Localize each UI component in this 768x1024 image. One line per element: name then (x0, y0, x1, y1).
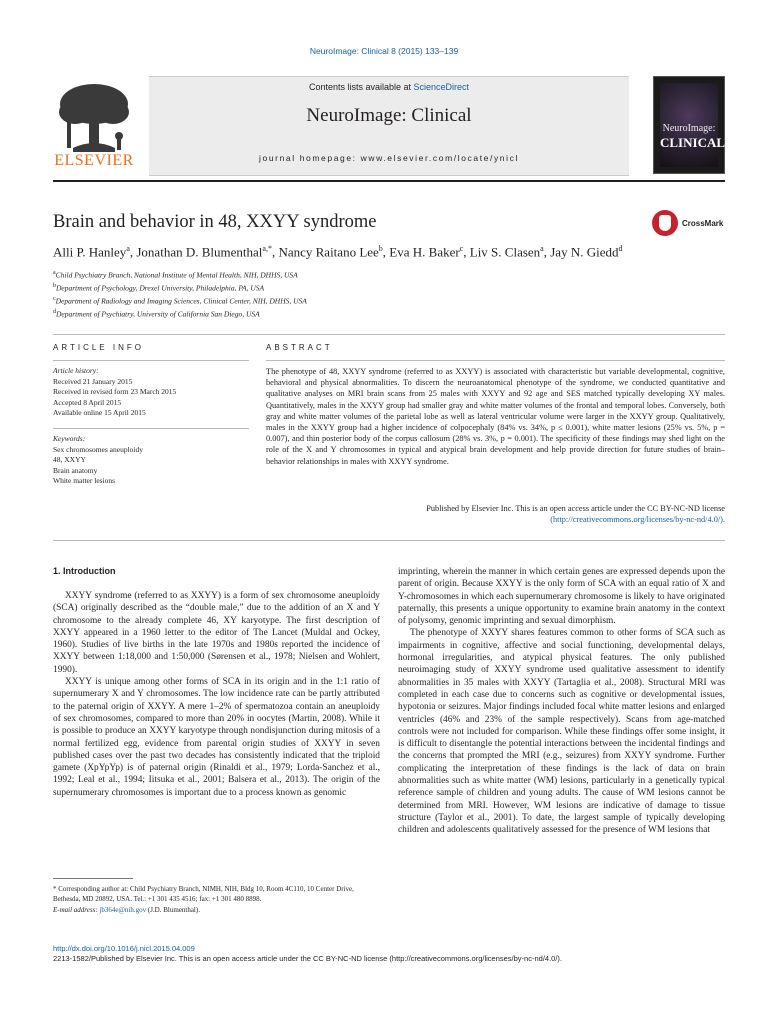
author-name[interactable]: Jonathan D. Blumenthal (136, 244, 263, 260)
author-name[interactable]: Jay N. Giedd (550, 244, 619, 260)
journal-reference-link[interactable]: NeuroImage: Clinical 8 (2015) 133–139 (309, 46, 459, 56)
author-separator: , (382, 244, 390, 260)
paragraph: imprinting, wherein the manner in which certain genes are expressed depends upon the parent of origin. Because XXYY is the only form of SCA with an equal ratio of X and Y-chromosomes in which each supernumerary chromosome is likely to have originated paternally, this presents a unique opportunity to examine brain anatomy in the context of polysomy, genomic imprinting and sexual dimorphism. (398, 567, 725, 627)
article-title: Brain and behavior in 48, XXYY syndrome (53, 212, 377, 232)
affiliation-text: Child Psychiatry Branch, National Institute of Mental Health, NIH, DHHS, USA (55, 270, 298, 280)
corresponding-author-footnote (53, 884, 380, 915)
cover-title-line2: CLINICAL (660, 135, 726, 150)
license-note-line1: Published by Elsevier Inc. This is an open access article under the CC BY-NC-ND license (426, 504, 725, 513)
journal-header (53, 76, 725, 174)
affiliation-item (53, 307, 307, 320)
email-label: E-mail address: (53, 905, 100, 914)
affiliation-marker: a (53, 270, 56, 276)
doi-link[interactable]: http://dx.doi.org/10.1016/j.nicl.2015.04.009 (53, 944, 195, 953)
author-separator: , (543, 244, 551, 260)
author-affiliation-marker[interactable]: c (459, 244, 464, 253)
author-name[interactable]: Liv S. Clasen (469, 244, 541, 260)
crossmark-badge[interactable] (652, 210, 732, 240)
journal-name: NeuroImage: Clinical (306, 105, 472, 126)
affiliation-item (53, 281, 307, 294)
affiliation-marker: b (53, 283, 56, 289)
author-separator: , (271, 244, 279, 260)
author-affiliation-marker[interactable]: a (126, 244, 130, 253)
contents-available-line (149, 82, 629, 92)
body-column-right (398, 566, 725, 837)
affiliation-text: Department of Psychology, Drexel University, Philadelphia, PA, USA (56, 283, 265, 293)
article-info-divider (53, 360, 249, 361)
abstract-divider (266, 360, 725, 361)
author-affiliation-marker[interactable]: a (540, 244, 544, 253)
email-link[interactable]: jb364e@nih.gov (99, 905, 147, 914)
keyword-item: 48, XXYY (53, 455, 86, 464)
paragraph: The phenotype of XXYY shares features common to other forms of SCA such as impairments in cognitive, affective and social functioning, developmental delays, hormonal irregularities, and atypical physical features. The only published neuroimaging study of XXYY syndrome used qualitative assessment to identify abnormalities in 35 males with XXYY (Tartaglia et al., 2008). Structural MRI was completed in each case due to concerns such as cognitive or developmental issues, hypotonia or seizures. Major findings included focal white matter lesions and enlarged ventricles (46% and 23% of the sample respectively). Scans from age-matched controls were not included for comparison. While these findings offer some insight, it is difficult to disentangle the potential interactions between the incidental findings and the concerns that prompted the MRI (e.g., seizures) from XXYY syndrome. Further complicating the interpretation of these findings is the lack of data on brain abnormalities such as white matter (WM) lesions, particularly in a genetically typical reference sample of children and young adults. The cause of WM lesions cannot be determined from MRI. However, WM lesions are indicative of damage to tissue structure (Taylor et al., 2001). To date, the largest sample of typically developing children and adolescents qualitatively assessed for the presence of WM lesions that (398, 628, 725, 836)
author-name[interactable]: Alli P. Hanley (53, 244, 127, 260)
affiliation-text: Department of Psychiatry, University of California San Diego, USA (56, 309, 260, 319)
keyword-item: Sex chromosomes aneuploidy (53, 444, 143, 454)
author-name[interactable]: Eva H. Baker (389, 244, 460, 260)
keyword-item: Brain anatomy (53, 465, 98, 475)
keywords-divider (53, 428, 249, 429)
introduction-heading: 1. Introduction (53, 566, 116, 576)
affiliation-marker: d (53, 309, 56, 315)
abstract-heading: ABSTRACT (266, 343, 333, 352)
body-divider (53, 540, 725, 541)
author-name[interactable]: Nancy Raitano Lee (278, 244, 379, 260)
header-divider (53, 180, 725, 182)
elsevier-wordmark: ELSEVIER (54, 152, 134, 169)
history-item: Available online 15 April 2015 (53, 408, 146, 417)
cover-title-line1: NeuroImage: (662, 123, 716, 134)
journal-cover-image (653, 76, 725, 174)
footnote-text: * Corresponding author at: Child Psychiatry Branch, NIMH, NIH, Bldg 10, Room 4C110, 10 Center Drive, Bethesda, MD 20892, USA. Tel.: +1 301 435 4516; fax: +1 301 480 8898. (53, 885, 354, 904)
author-affiliation-marker[interactable]: b (378, 244, 383, 253)
affiliation-list (53, 268, 307, 320)
email-suffix: (J.D. Blumenthal). (146, 905, 200, 914)
footnote-email-line (53, 905, 380, 915)
paragraph: XXYY is unique among other forms of SCA in its origin and in the 1:1 ratio of supernumerary X and Y chromosomes. The low incidence rate can be partly attributed to the paternal origin of XXYY. A mere 1–2% of spermatozoa contain an aneuploidy of sex chromosomes, compared to more than 20% in oocytes (Martin, 2008). While it is possible to produce an XXYY karyotype through nondisjunction during mitosis of a normal fertilized egg, evidence from parental origin studies of XXYY in seven published cases over the past two decades has consistently indicated that the triploid gamete (XpYpYp) is of paternal origin (Rinaldi et al., 1979; Lorda-Sanchez et al., 1992; Leal et al., 1994; Iitsuka et al., 2001; Balsera et al., 2013). The origin of the supernumerary chromosomes is important due to a process known as genomic (53, 677, 380, 798)
sciencedirect-link[interactable]: ScienceDirect (413, 82, 470, 92)
history-item: Received 21 January 2015 (53, 376, 133, 386)
keyword-item: White matter lesions (53, 476, 116, 485)
issn-license-line: 2213-1582/Published by Elsevier Inc. This is an open access article under the CC BY-NC-ND license (http://creativecommons.org/licenses/by-nc-nd/4.0/). (53, 954, 562, 963)
history-item: Received in revised form 23 March 2015 (53, 387, 177, 396)
contents-prefix: Contents lists available at (308, 82, 414, 92)
keywords (53, 434, 249, 487)
author-separator: , (129, 244, 137, 260)
crossmark-label: CrossMark (682, 219, 724, 228)
body-column-left (53, 590, 380, 799)
author-separator: , (463, 244, 470, 260)
section-divider (53, 334, 725, 335)
author-list (53, 244, 622, 260)
paragraph: XXYY syndrome (referred to as XXYY) is a form of sex chromosome aneuploidy (SCA) originally described as the “double male,” due to the addition of an X and Y chromosome to the already complete 46, XY karyotype. The first description of XXYY appeared in a 1960 letter to the editor of The Lancet (Muldal and Ockey, 1960). Studies of live births in the late 1970s and 1980s reported the incidence of XXYY between 1:18,000 and 1:50,000 (Sørensen et al., 1978; Nielsen and Wohlert, 1990). (53, 591, 380, 675)
license-note (266, 503, 725, 525)
affiliation-text: Department of Radiology and Imaging Sciences, Clinical Center, NIH, DHHS, USA (55, 296, 307, 306)
author-affiliation-marker[interactable]: a,* (262, 244, 272, 253)
license-link[interactable]: (http://creativecommons.org/licenses/by-nc-nd/4.0/). (550, 515, 725, 525)
journal-homepage-link[interactable]: journal homepage: www.elsevier.com/locate/ynicl (259, 153, 519, 163)
keywords-label: Keywords: (53, 434, 86, 443)
article-history (53, 366, 249, 419)
affiliation-item (53, 268, 307, 281)
history-item: Accepted 8 April 2015 (53, 397, 122, 407)
abstract-body: The phenotype of 48, XXYY syndrome (referred to as XXYY) is associated with characteristic but variable developmental, cognitive, behavioral and physical abnormalities. To discern the neuroanatomical phenotype of the syndrome, we conducted quantitative and qualitative analyses on MRI brain scans from 25 males with XXYY and 92 age and SES matched typically developing XY males. Quantitatively, males in the XXYY group had smaller gray and white matter volumes of the frontal and temporal lobes. Conversely, both gray and white matter volumes of the parietal lobe as well as lateral ventricular volume were larger in the XXYY group. Qualitatively, males in the XXYY group had a higher incidence of colpocephaly (84% vs. 34%, p ≤ 0.001), white matter lesions (25% vs. 5%, p = 0.007), and thin posterior body of the corpus callosum (28% vs. 3%, p = 0.001). The specificity of these findings may shed light on the role of the X and Y chromosomes in typical and atypical brain development and help provide direction for future studies of brain–behavior relationships in males with XXYY syndrome. (266, 367, 725, 466)
affiliation-marker: c (53, 296, 56, 302)
author-affiliation-marker[interactable]: d (618, 244, 623, 253)
affiliation-item (53, 294, 307, 307)
journal-banner (149, 76, 629, 176)
article-history-label: Article history: (53, 366, 99, 375)
footnote-divider (53, 878, 133, 879)
crossmark-icon (652, 210, 678, 236)
article-info-heading: ARTICLE INFO (53, 343, 144, 352)
